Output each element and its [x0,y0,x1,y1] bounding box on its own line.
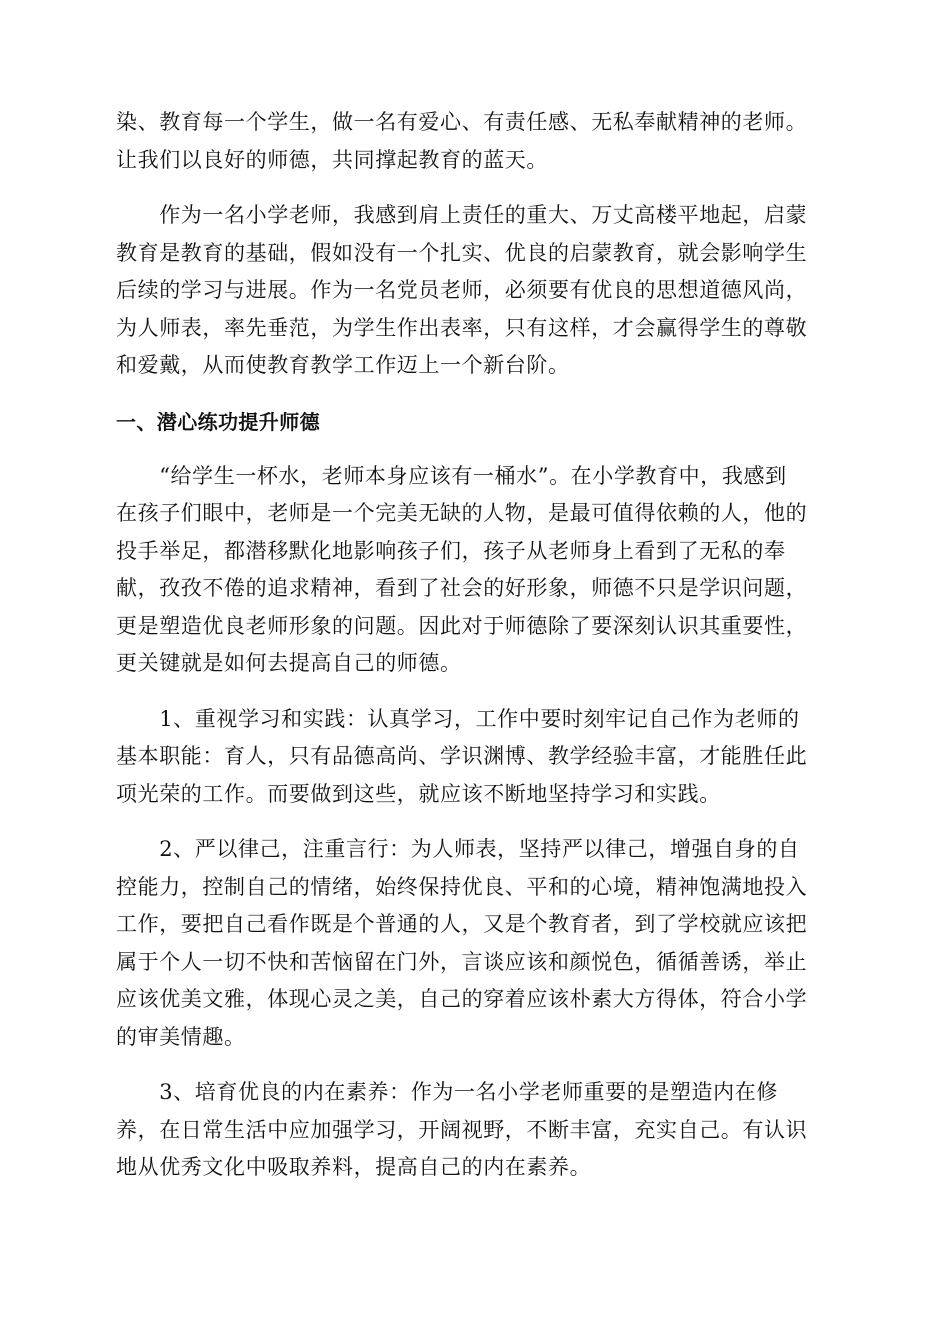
text-line: “给学生一杯水，老师本身应该有一桶水”。在小学教育中，我感到 [116,463,787,488]
text-line: 地从优秀文化中吸取养料，提高自己的内在素养。 [116,1155,592,1179]
text-line: 在孩子们眼中，老师是一个完美无缺的人物，是最可值得依赖的人，他的 [116,501,808,525]
text-line: 控能力，控制自己的情绪，始终保持优良、平和的心境，精神饱满地投入 [116,874,808,899]
text-line: 1、重视学习和实践：认真学习，工作中要时刻牢记自己作为老师的 [116,706,800,731]
text-line: 2、严以律己，注重言行：为人师表，坚持严以律己，增强自身的自 [116,837,800,861]
text-line: 后续的学习与进展。作为一名党员老师，必须要有优良的思想道德风尚， [116,278,808,302]
intro-paragraph-1 [116,104,842,179]
text-line: 养，在日常生活中应加强学习，开阔视野，不断丰富，充实自己。有认识 [116,1117,808,1142]
section-heading: 一、潜心练功提升师德 [116,409,320,434]
text-line: 属于个人一切不快和苦恼留在门外，言谈应该和颜悦色，循循善诱，举止 [116,949,808,974]
text-line: 应该优美文雅，体现心灵之美，自己的穿着应该朴素大方得体，符合小学 [116,987,808,1011]
text-line: 染、教育每一个学生，做一名有爱心、有责任感、无私奉献精神的老师。 [116,110,808,134]
section-paragraph-item-3 [116,1074,842,1187]
text-line: 献，孜孜不倦的追求精神，看到了社会的好形象，师德不只是学识问题， [116,576,808,600]
text-line: 3、培育优良的内在素养：作为一名小学老师重要的是塑造内在修 [116,1080,778,1104]
text-line: 作为一名小学老师，我感到肩上责任的重大、万丈高楼平地起，启蒙 [116,203,808,227]
text-line: 的审美情趣。 [116,1024,246,1049]
text-line: 为人师表，率先垂范，为学生作出表率，只有这样，才会赢得学生的尊敬 [116,315,808,340]
text-line: 教育是教育的基础，假如没有一个扎实、优良的启蒙教育，就会影响学生 [116,240,808,265]
text-line: 和爱戴，从而使教育教学工作迈上一个新台阶。 [116,353,570,377]
text-line: 更关键就是如何去提高自己的师德。 [116,651,462,675]
text-line: 项光荣的工作。而要做到这些，就应该不断地坚持学习和实践。 [116,781,721,806]
text-line: 投手举足，都潜移默化地影响孩子们，孩子从老师身上看到了无私的奉 [116,538,786,563]
intro-paragraph-2 [116,197,842,385]
section-paragraph-item-1 [116,701,842,814]
text-line: 更是塑造优良老师形象的问题。因此对于师德除了要深刻认识其重要性， [116,613,808,638]
section-paragraph-quote [116,458,842,683]
text-line: 基本职能：育人，只有品德高尚、学识渊博、教学经验丰富，才能胜任此 [116,744,808,768]
text-line: 工作，要把自己看作既是个普通的人，又是个教育者，到了学校就应该把 [116,912,808,936]
section-paragraph-item-2 [116,831,842,1056]
text-line: 让我们以良好的师德，共同撑起教育的蓝天。 [116,147,548,172]
